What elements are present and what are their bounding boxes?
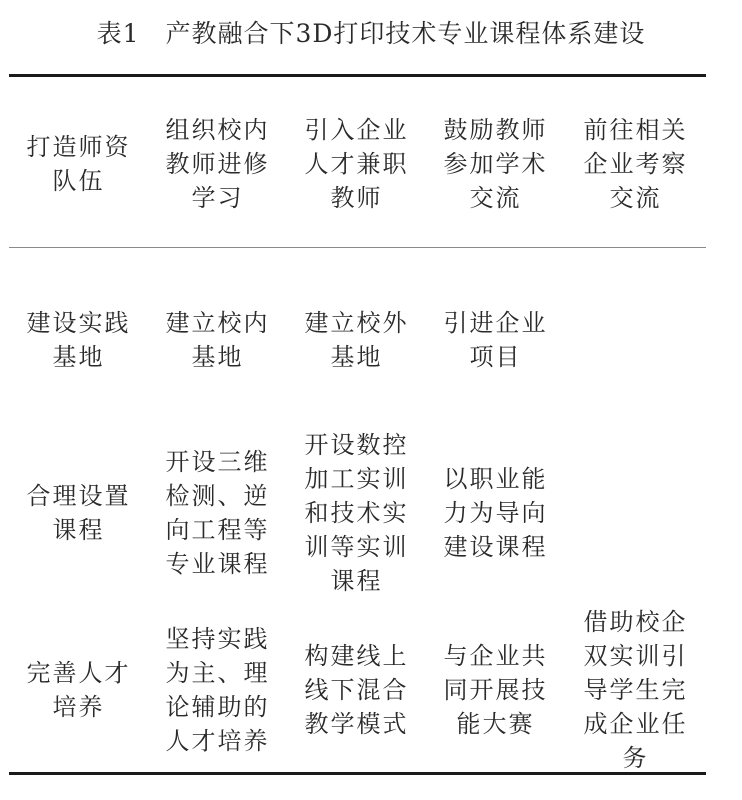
table-row: [9, 108, 706, 220]
table-cell: [426, 300, 565, 380]
cell-text: 引入企业人才兼职教师: [304, 116, 409, 212]
table-row: [9, 607, 706, 772]
cell-text: 与企业共同开展技能大赛: [443, 641, 548, 738]
table-title: 产教融合下3D打印技术专业课程体系建设: [165, 19, 646, 48]
table-cell: [426, 425, 565, 601]
table-cell: [426, 617, 565, 762]
row-category-cell: [9, 300, 148, 380]
cell-text: 开设数控加工实训和技术实训等实训课程: [304, 431, 409, 595]
cell-text: 组织校内教师进修学习: [165, 116, 270, 212]
table-cell: [287, 617, 426, 762]
cell-text: 鼓励教师参加学术交流: [443, 116, 548, 212]
table-cell: [565, 300, 706, 380]
table-number: 表1: [96, 19, 140, 48]
table-cell: [148, 108, 287, 220]
table-cell: [148, 300, 287, 380]
cell-text: 开设三维检测、逆向工程等专业课程: [165, 448, 270, 578]
table-row: [9, 425, 706, 601]
table-cell: [426, 108, 565, 220]
table-cell: [565, 108, 706, 220]
table-cell: [148, 617, 287, 762]
cell-text: 坚持实践为主、理论辅助的人才培养: [165, 624, 270, 755]
cell-text: 引进企业项目: [443, 309, 548, 371]
table-cell: [565, 425, 706, 601]
top-rule: [9, 74, 706, 77]
cell-text: 构建线上线下混合教学模式: [304, 641, 409, 738]
table-cell: [565, 607, 706, 772]
table-cell: [148, 425, 287, 601]
table-cell: [287, 425, 426, 601]
cell-text: 前往相关企业考察交流: [583, 116, 688, 212]
table-row: [9, 300, 706, 380]
table-cell: [287, 300, 426, 380]
table-caption: [0, 14, 742, 50]
row-divider: [9, 247, 706, 248]
cell-text: 以职业能力为导向建设课程: [443, 465, 548, 561]
bottom-rule: [9, 772, 706, 775]
cell-text: 建立校内基地: [165, 309, 270, 371]
row-category: 打造师资队伍: [26, 133, 131, 195]
row-category-cell: [9, 617, 148, 762]
table-cell: [287, 108, 426, 220]
row-category: 合理设置课程: [26, 482, 131, 544]
row-category: 完善人才培养: [26, 658, 131, 721]
cell-text: 借助校企双实训引导学生完成企业任务: [583, 607, 688, 772]
row-category-cell: [9, 425, 148, 601]
cell-text: 建立校外基地: [304, 309, 409, 371]
row-category: 建设实践基地: [26, 309, 131, 371]
row-category-cell: [9, 108, 148, 220]
